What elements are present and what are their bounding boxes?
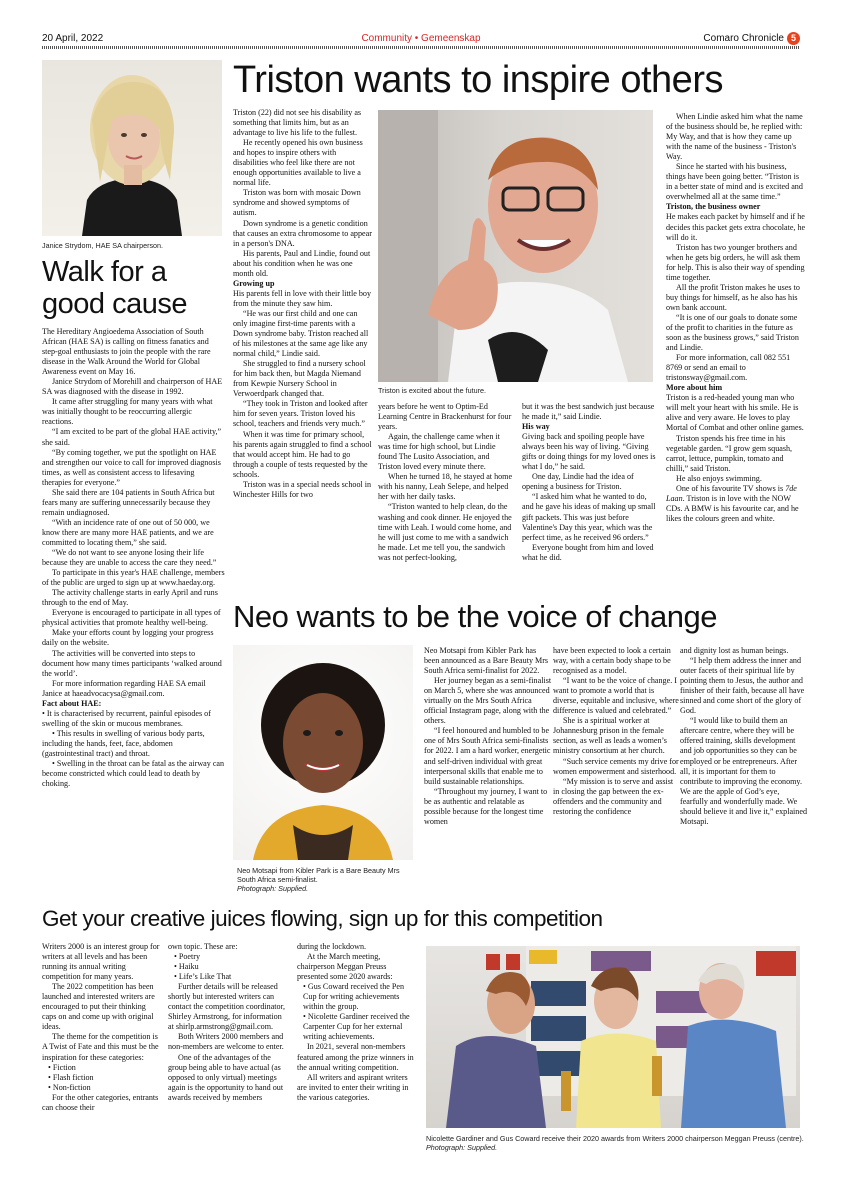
category-item: • Haiku <box>174 962 199 972</box>
triston-paragraph: One day, Lindie had the idea of opening a business for Triston. <box>522 472 634 492</box>
subheading-growing-up: Growing up <box>233 278 275 288</box>
triston-paragraph: Since he started with his business, things have been going better. “Triston is in a better state of mind and is excited and overwhelmed all at the same time.” <box>666 162 803 202</box>
neo-paragraph: Neo Motsapi from Kibler Park has been announced as a Bare Beauty Mrs South Africa semi-finalist for 2022. <box>424 646 549 676</box>
writers-awards-photo <box>426 946 800 1128</box>
triston-paragraph: All the profit Triston makes he uses to buy things for himself, as he also has his own bank account. <box>666 282 800 312</box>
triston-paragraph: For more information, call 082 551 8769 or send an email to tristonsway@gmail.com. <box>666 353 791 383</box>
portrait-woman-icon <box>233 645 413 860</box>
triston-paragraph: Triston (22) did not see his disability as something that limits him, but as an advantage to live his life to the fullest. <box>233 108 362 138</box>
category-item: • Fiction <box>48 1062 76 1072</box>
triston-paragraph: Everyone bought from him and loved what he did. <box>522 542 654 562</box>
caption-text: Nicolette Gardiner and Gus Coward receive their 2020 awards from Writers 2000 chairperson Meggan Preuss (centre). <box>426 1134 804 1143</box>
neo-paragraph: “Such service cements my drive for women empowerment and sisterhood. <box>553 756 679 776</box>
triston-paragraph: Again, the challenge came when it was time for high school, but Lindie found The Lusito Association, and Triston loved every minute there. <box>378 432 500 472</box>
subheading-more-about-him: More about him <box>666 383 723 393</box>
writers-paragraph: own topic. These are: <box>168 942 238 951</box>
walk-paragraph: She said there are 104 patients in South Africa but fears many are suffering unnecessarily because they remain undiagnosed. <box>42 487 215 517</box>
triston-paragraph: “He was our first child and one can only imagine first-time parents with a Down syndrome baby. Triston reached all of his milestones at the same age like any normal child,” Lindie said. <box>233 308 369 359</box>
triston-column-3 <box>522 402 657 563</box>
walk-paragraph: “We do not want to see anyone losing their life because they are unable to access the care they need.” <box>42 548 217 568</box>
neo-column-2 <box>553 646 681 817</box>
janice-strydom-photo <box>42 60 222 236</box>
writers-paragraph: Both Writers 2000 members and non-members are welcome to enter. <box>168 1032 284 1052</box>
walk-paragraph: The activity challenge starts in early April and runs through to the end of May. <box>42 588 218 608</box>
writers-paragraph: All writers and aspirant writers are invited to enter their writing in the various categories. <box>297 1072 409 1102</box>
triston-paragraph: Giving back and spoiling people have always been his way of living. “Giving gifts or doing things for my loved ones is what I do,” he said. <box>522 432 656 472</box>
neo-paragraph: Her journey began as a semi-finalist on March 5, where she was announced virtually on the Mrs South Africa official Instagram page, along with the others. <box>424 676 552 726</box>
neo-paragraph: “I would like to build them an aftercare centre, where they will be offered training, skills development and job opportunities so they can be employed or be entrepreneurs. After all, it is important for them to contribute to improving the economy. We are the apple of God’s eye, fearfully and wonderfully made. We should believe it and live it,” explained Motsapi. <box>680 716 807 826</box>
triston-paragraph: “They took in Triston and looked after him for seven years. Triston loved his school, teachers and friends very much.” <box>233 399 368 429</box>
triston-column-4 <box>666 112 806 524</box>
neo-paragraph: “I feel honoured and humbled to be one of Mrs South Africa semi-finalists for 2022. I am a hard worker, energetic and self-driven individual with great interpersonal skills that enable me to build sustainable relationships. <box>424 726 551 786</box>
triston-paragraph: Triston has two younger brothers and when he gets big orders, he will ask them for help. This is also their way of spending time together. <box>666 242 805 282</box>
writers-paragraph: Writers 2000 is an interest group for writers at all levels and has been running its annual writing competition for many years. <box>42 942 160 982</box>
portrait-woman-icon <box>42 60 222 236</box>
walk-paragraph: The Hereditary Angioedema Association of South African (HAE SA) is calling on fitness fanatics and step-goal enthusiasts to join the people with the rare disease in the Walk Around the World for Global Awareness event on May 16. <box>42 327 211 377</box>
fact-item: • Swelling in the throat can be fatal as the airway can become constricted which could lead to death by choking. <box>42 759 225 789</box>
walk-paragraph: Janice Strydom of Morehill and chairperson of HAE SA was diagnosed with the disease in 1992. <box>42 377 223 397</box>
triston-paragraph: He makes each packet by himself and if he decides this packet gets extra chocolate, he will do it. <box>666 212 806 242</box>
walk-paragraph: “I am excited to be part of the global HAE activity,” she said. <box>42 427 222 447</box>
subheading-his-way: His way <box>522 422 550 432</box>
page-number-badge: 5 <box>787 32 800 45</box>
newspaper-name: Comaro Chronicle <box>703 33 784 44</box>
writers-paragraph: The 2022 competition has been launched and interested writers are encouraged to put their thinking caps on and come up with original ideas. <box>42 982 155 1032</box>
tv-show-title: 7de Laan <box>666 483 797 503</box>
fact-item: • This results in swelling of various body parts, including the hands, feet, face, abdomen (gastrointestinal tract) and throat. <box>42 728 205 758</box>
triston-paragraph: Down syndrome is a genetic condition that causes an extra chromosome to appear in a person's DNA. <box>233 218 372 248</box>
triston-paragraph: His parents, Paul and Lindie, found out about his condition when he was one month old. <box>233 248 371 278</box>
writers-column-2 <box>168 942 288 1103</box>
photo-credit: Photograph: Supplied. <box>426 1143 498 1152</box>
writers-headline: Get your creative juices flowing, sign up for this competition <box>42 906 603 931</box>
neo-motsapi-photo <box>233 645 413 860</box>
writers-paragraph: For the other categories, entrants can choose their <box>42 1092 159 1112</box>
neo-paragraph: “I help them address the inner and outer facets of their spiritual life by pointing them to Jesus, the author and finisher of their faith, because all have sinned and come short of the glory of God. <box>680 656 805 716</box>
triston-column-2 <box>378 402 513 563</box>
neo-paragraph: and dignity lost as human beings. <box>680 646 789 655</box>
walk-paragraph: “With an incidence rate of one out of 50 000, we know there are many more HAE patients, and we are committed to locating them,” she said. <box>42 517 214 547</box>
tv-text: . Triston is in love with the NOW CDs. A BMW is his favourite car, and he likes the colours green and white. <box>666 493 799 523</box>
category-item: • Poetry <box>174 952 200 962</box>
triston-column-1 <box>233 108 373 500</box>
header-divider <box>42 46 800 49</box>
neo-column-1 <box>424 646 552 827</box>
neo-paragraph: have been expected to look a certain way, with a certain body shape to be recognised as a model. <box>553 646 671 676</box>
triston-photo-caption: Triston is excited about the future. <box>378 386 487 395</box>
triston-paragraph: Triston spends his free time in his vegetable garden. “I grow gem squash, carrot, lettuce, pumpkin, tomato and chilli,” said Triston. <box>666 433 793 473</box>
triston-paragraph: but it was the best sandwich just because he made it,” said Lindie. <box>522 402 655 422</box>
neo-headline: Neo wants to be the voice of change <box>233 599 717 634</box>
neo-photo-caption <box>237 866 417 893</box>
walk-headline: Walk for a good cause <box>42 256 187 320</box>
walk-paragraph: Everyone is encouraged to participate in all types of physical activities that promote healthy well-being. <box>42 608 221 628</box>
caption-text: Neo Motsapi from Kibler Park is a Bare Beauty Mrs South Africa semi-finalist. <box>237 866 400 884</box>
page-header <box>42 33 800 47</box>
award-item: • Nicolette Gardiner received the Carpenter Cup for her external writing achievements. <box>303 1012 410 1042</box>
triston-photo <box>378 110 653 382</box>
neo-column-3 <box>680 646 808 827</box>
category-item: • Non-fiction <box>48 1082 91 1092</box>
triston-paragraph: Triston is a red-headed young man who will melt your heart with his smile. He is alive and very aware. He loves to play Mortal of Combat and other online games. <box>666 393 804 433</box>
triston-paragraph: years before he went to Optim-Ed Learning Centre in Brackenhurst for four years. <box>378 402 512 432</box>
walk-paragraph: The activities will be converted into steps to document how many times participants ‘walked around the world’. <box>42 648 222 678</box>
walk-article-body <box>42 327 225 789</box>
writers-paragraph: The theme for the competition is A Twist of Fate and this must be the inspiration for these categories: <box>42 1032 159 1062</box>
janice-photo-caption: Janice Strydom, HAE SA chairperson. <box>42 241 164 250</box>
triston-paragraph: “Triston wanted to help clean, do the washing and cook dinner. He enjoyed the time with Leah. I would come home, and he will just come to me with a sandwich he made. Let me tell you, the sandwich was not perfect-looking, <box>378 502 512 562</box>
walk-paragraph: It came after struggling for many years with what was initially thought to be reoccurring allergic reactions. <box>42 397 213 427</box>
fact-heading: Fact about HAE: <box>42 698 102 708</box>
neo-paragraph: “I want to be the voice of change. I want to promote a world that is diverse, equitable and inclusive, where difference is valued and celebrated.” <box>553 676 679 716</box>
writers-column-1 <box>42 942 162 1113</box>
neo-paragraph: She is a spiritual worker at Johannesburg prison in the female section, as well as leads a women’s ministry consortium at her church. <box>553 716 667 756</box>
group-award-photo-icon <box>426 946 800 1128</box>
walk-paragraph: Make your efforts count by logging your progress daily on the website. <box>42 628 214 648</box>
writers-column-3 <box>297 942 419 1103</box>
tv-text: One of his favourite TV shows is <box>676 483 786 493</box>
writers-paragraph: At the March meeting, chairperson Meggan Preuss presented some 2020 awards: <box>297 952 393 982</box>
issue-date: 20 April, 2022 <box>42 33 104 44</box>
photo-credit: Photograph: Supplied. <box>237 884 309 893</box>
writers-paragraph: Further details will be released shortly but interested writers can contact the competition coordinator, Shirley Armstrong, for information at shirlp.armstrong@gmail.com. <box>168 982 285 1032</box>
writers-paragraph: In 2021, several non-members featured among the prize winners in the annual writing competition. <box>297 1042 414 1072</box>
award-item: • Gus Coward received the Pen Cup for writing achievements within the group. <box>303 982 405 1012</box>
portrait-thumbs-up-icon <box>378 110 653 382</box>
triston-paragraph: When Lindie asked him what the name of the business should be, he replied with: My Way, and that is how they came up with the name of the business - Triston's Way. <box>666 112 803 162</box>
writers-paragraph: One of the advantages of the group being able to have actual (as opposed to only virtual) meetings again is the opportunity to hand out awards received by members <box>168 1052 284 1102</box>
triston-paragraph: His parents fell in love with their little boy from the minute they saw him. <box>233 288 372 308</box>
walk-paragraph: “By coming together, we put the spotlight on HAE and strengthen our voice to call for improved diagnosis times, as well as consistent access to lifesaving therapies for everyone.” <box>42 447 221 487</box>
triston-paragraph: When he turned 18, he stayed at home with his nanny, Leah Selepe, and helped her with her daily tasks. <box>378 472 513 502</box>
fact-item: • It is characterised by recurrent, painful episodes of swelling of the skin or mucous membranes. <box>42 708 211 728</box>
triston-paragraph: When it was time for primary school, his parents again struggled to find a school that would accept him. He had to go through a couple of tests requested by the schools. <box>233 429 372 479</box>
triston-paragraph: Triston was born with mosaic Down syndrome and showed symptoms of autism. <box>233 188 361 218</box>
walk-paragraph: To participate in this year's HAE challenge, members of the public are urged to sign up at www.haeday.org. <box>42 568 225 588</box>
triston-paragraph: He recently opened his own business and hopes to inspire others with disabilities who feel like there are not enough opportunities available to live a normal life. <box>233 138 363 188</box>
triston-paragraph: He also enjoys swimming. <box>676 473 762 483</box>
neo-paragraph: “My mission is to serve and assist in closing the gap between the ex-offenders and the community and restoring the confidence <box>553 776 674 816</box>
triston-paragraph: Triston was in a special needs school in Winchester Hills for two <box>233 479 372 499</box>
category-item: • Flash fiction <box>48 1072 94 1082</box>
writers-paragraph: during the lockdown. <box>297 942 367 951</box>
section-label: Community • Gemeenskap <box>361 33 481 44</box>
neo-paragraph: “Throughout my journey, I want to be as authentic and relatable as possible because for the longest time women <box>424 786 548 826</box>
walk-paragraph: For more information regarding HAE SA email Janice at haeadvocacysa@gmail.com. <box>42 678 206 698</box>
triston-paragraph <box>666 484 806 524</box>
category-item: • Life’s Like That <box>174 972 232 982</box>
triston-headline: Triston wants to inspire others <box>233 59 723 101</box>
triston-paragraph: “It is one of our goals to donate some of the profit to charities in the future as soon as the business grows,” said Triston and Lindie. <box>666 312 799 353</box>
triston-paragraph: She struggled to find a nursery school for him back then, but Magda Niemand from Kewpie Nursery School in Verwoerdpark changed that. <box>233 359 366 399</box>
triston-paragraph: “I asked him what he wanted to do, and he gave his ideas of making up small gift packets. This was just before Valentine's Day this year, which was the perfect time, as he received 96 orders.” <box>522 492 656 542</box>
writers-photo-caption <box>426 1134 816 1152</box>
subheading-business-owner: Triston, the business owner <box>666 202 761 212</box>
